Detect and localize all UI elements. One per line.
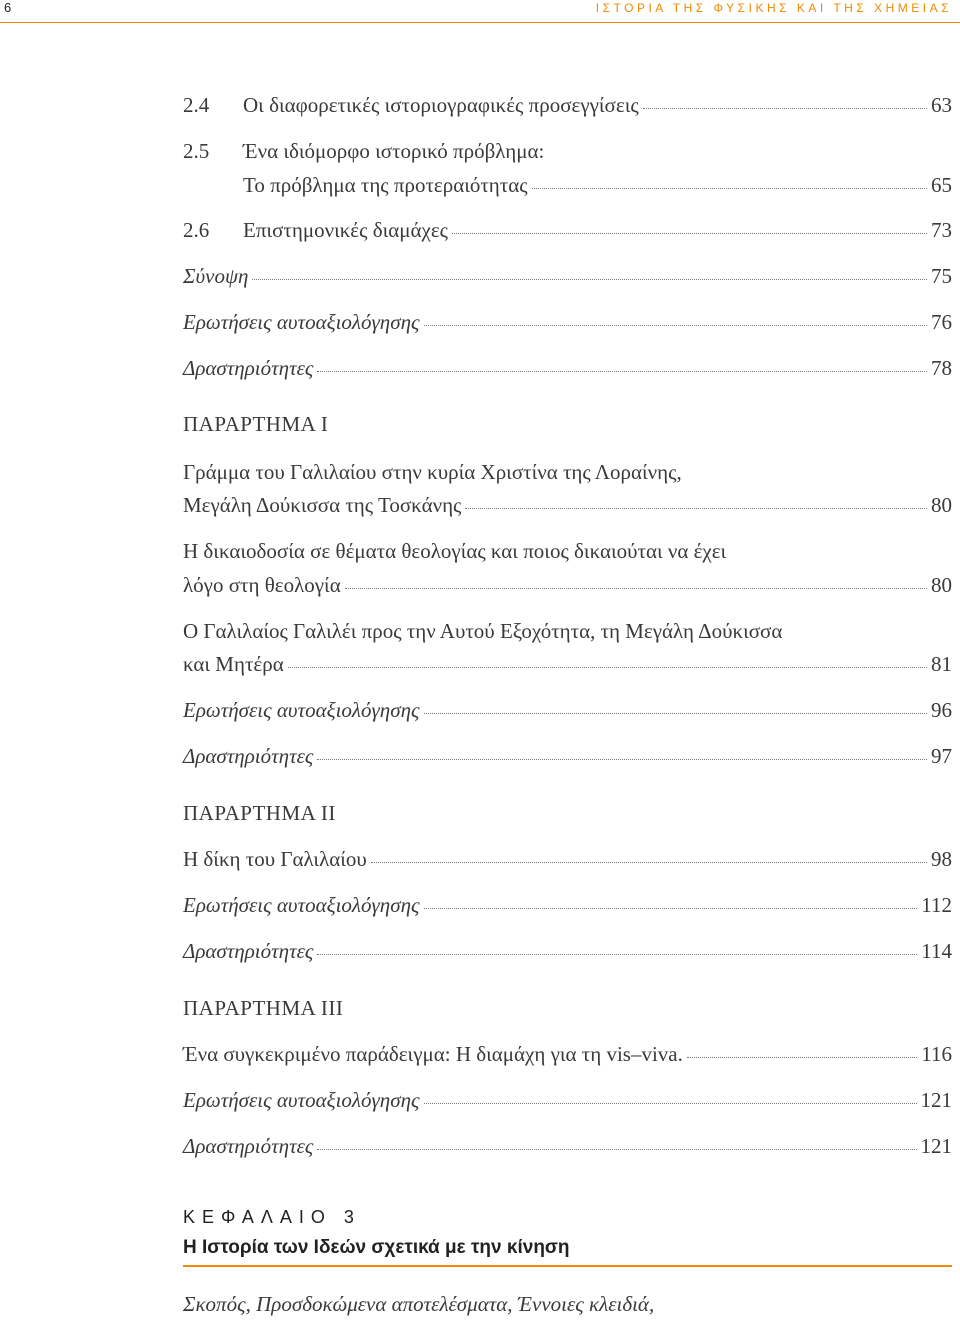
toc-page: 121 [920,1134,952,1158]
toc-entry-2-4[interactable] [183,92,952,118]
toc-page: 114 [921,939,952,963]
toc-page: 80 [931,493,952,517]
toc-page: 81 [931,652,952,676]
toc-title: Μεγάλη Δούκισσα της Τοσκάνης [183,493,462,517]
appendix-2-activities[interactable] [183,938,952,964]
appendix-3-entry-1[interactable] [183,1041,952,1067]
appendix-1-heading: ΠΑΡΑΡΤΗΜΑ Ι [183,412,329,436]
dot-leader [424,908,918,909]
toc-page: 112 [921,893,952,917]
toc-page: 75 [931,264,952,288]
toc-title: Ερωτήσεις αυτοαξιολόγησης [183,698,420,722]
dot-leader [288,667,927,668]
dot-leader [643,108,927,109]
toc-title: Δραστηριότητες [183,744,314,768]
toc-title: Δραστηριότητες [183,939,314,963]
toc-title: Το πρόβλημα της προτεραιότητας [243,173,528,197]
chapter-subtitle: Σκοπός, Προσδοκώμενα αποτελέσματα, Έννοιες κλειδιά, [183,1292,655,1316]
dot-leader [424,1103,917,1104]
appendix-1-questions[interactable] [183,697,952,723]
appendix-2-entry-1[interactable] [183,846,952,872]
dot-leader [452,233,927,234]
toc-title: Σύνοψη [183,264,249,288]
toc-page: 80 [931,573,952,597]
toc-entry-summary[interactable] [183,263,952,289]
dot-leader [424,325,927,326]
toc-title: Η δίκη του Γαλιλαίου [183,847,367,871]
appendix-1-entry-3[interactable] [183,651,952,677]
toc-title: Οι διαφορετικές ιστοριογραφικές προσεγγίσεις [243,93,639,117]
toc-page: 63 [931,93,952,117]
toc-entry-activities-1[interactable] [183,355,952,381]
dot-leader [317,1149,916,1150]
dot-leader [317,954,917,955]
appendix-1-entry-1-line-1[interactable]: Γράμμα του Γαλιλαίου στην κυρία Χριστίνα της Λοραίνης, [183,460,682,484]
toc-page: 97 [931,744,952,768]
toc-page: 76 [931,310,952,334]
toc-page: 121 [920,1088,952,1112]
dot-leader [371,862,927,863]
chapter-title[interactable]: Η Ιστορία των Ιδεών σχετικά με την κίνηση [183,1237,570,1258]
dot-leader [345,588,927,589]
dot-leader [424,713,927,714]
page-number: 6 [4,0,12,15]
toc-page: 65 [931,173,952,197]
dot-leader [532,188,927,189]
toc-title: Δραστηριότητες [183,356,314,380]
toc-number: 2.6 [183,218,210,242]
toc-title: Ερωτήσεις αυτοαξιολόγησης [183,1088,420,1112]
dot-leader [252,279,927,280]
dot-leader [465,508,927,509]
chapter-rule [183,1265,952,1267]
toc-entry-questions-1[interactable] [183,309,952,335]
header-rule [0,22,960,23]
dot-leader [317,371,927,372]
appendix-3-heading: ΠΑΡΑΡΤΗΜΑ ΙΙΙ [183,996,344,1020]
toc-title: Ένα ιδιόμορφο ιστορικό πρόβλημα: [243,139,545,163]
appendix-2-heading: ΠΑΡΑΡΤΗΜΑ ΙΙ [183,801,336,825]
dot-leader [687,1057,917,1058]
toc-page: 116 [921,1042,952,1066]
toc-entry-2-5-cont[interactable] [243,172,952,198]
chapter-label: ΚΕΦΑΛΑΙΟ 3 [183,1207,361,1227]
appendix-3-activities[interactable] [183,1133,952,1159]
toc-entry-2-6[interactable] [183,217,952,243]
toc-title: Ερωτήσεις αυτοαξιολόγησης [183,893,420,917]
running-head: ΙΣΤΟΡΙΑ ΤΗΣ ΦΥΣΙΚΗΣ ΚΑΙ ΤΗΣ ΧΗΜΕΙΑΣ [595,1,952,15]
dot-leader [317,759,927,760]
toc-page: 96 [931,698,952,722]
toc-title: και Μητέρα [183,652,284,676]
toc-page: 78 [931,356,952,380]
toc-title: Δραστηριότητες [183,1134,314,1158]
toc-title: Ερωτήσεις αυτοαξιολόγησης [183,310,420,334]
appendix-1-entry-1[interactable] [183,492,952,518]
appendix-1-entry-3-line-1[interactable]: Ο Γαλιλαίος Γαλιλέι προς την Αυτού Εξοχότητα, τη Μεγάλη Δούκισσα [183,619,783,643]
toc-title: Ένα συγκεκριμένο παράδειγμα: Η διαμάχη για τη vis–viva. [183,1042,683,1066]
toc-number: 2.5 [183,139,210,163]
appendix-1-entry-2-line-1[interactable]: Η δικαιοδοσία σε θέματα θεολογίας και ποιος δικαιούται να έχει [183,539,727,563]
toc-page: 98 [931,847,952,871]
appendix-3-questions[interactable] [183,1087,952,1113]
appendix-2-questions[interactable] [183,892,952,918]
toc-page: 73 [931,218,952,242]
toc-number: 2.4 [183,93,210,117]
appendix-1-activities[interactable] [183,743,952,769]
toc-title: Επιστημονικές διαμάχες [243,218,448,242]
toc-entry-2-5[interactable] [183,138,952,164]
toc-title: λόγο στη θεολογία [183,573,341,597]
appendix-1-entry-2[interactable] [183,572,952,598]
